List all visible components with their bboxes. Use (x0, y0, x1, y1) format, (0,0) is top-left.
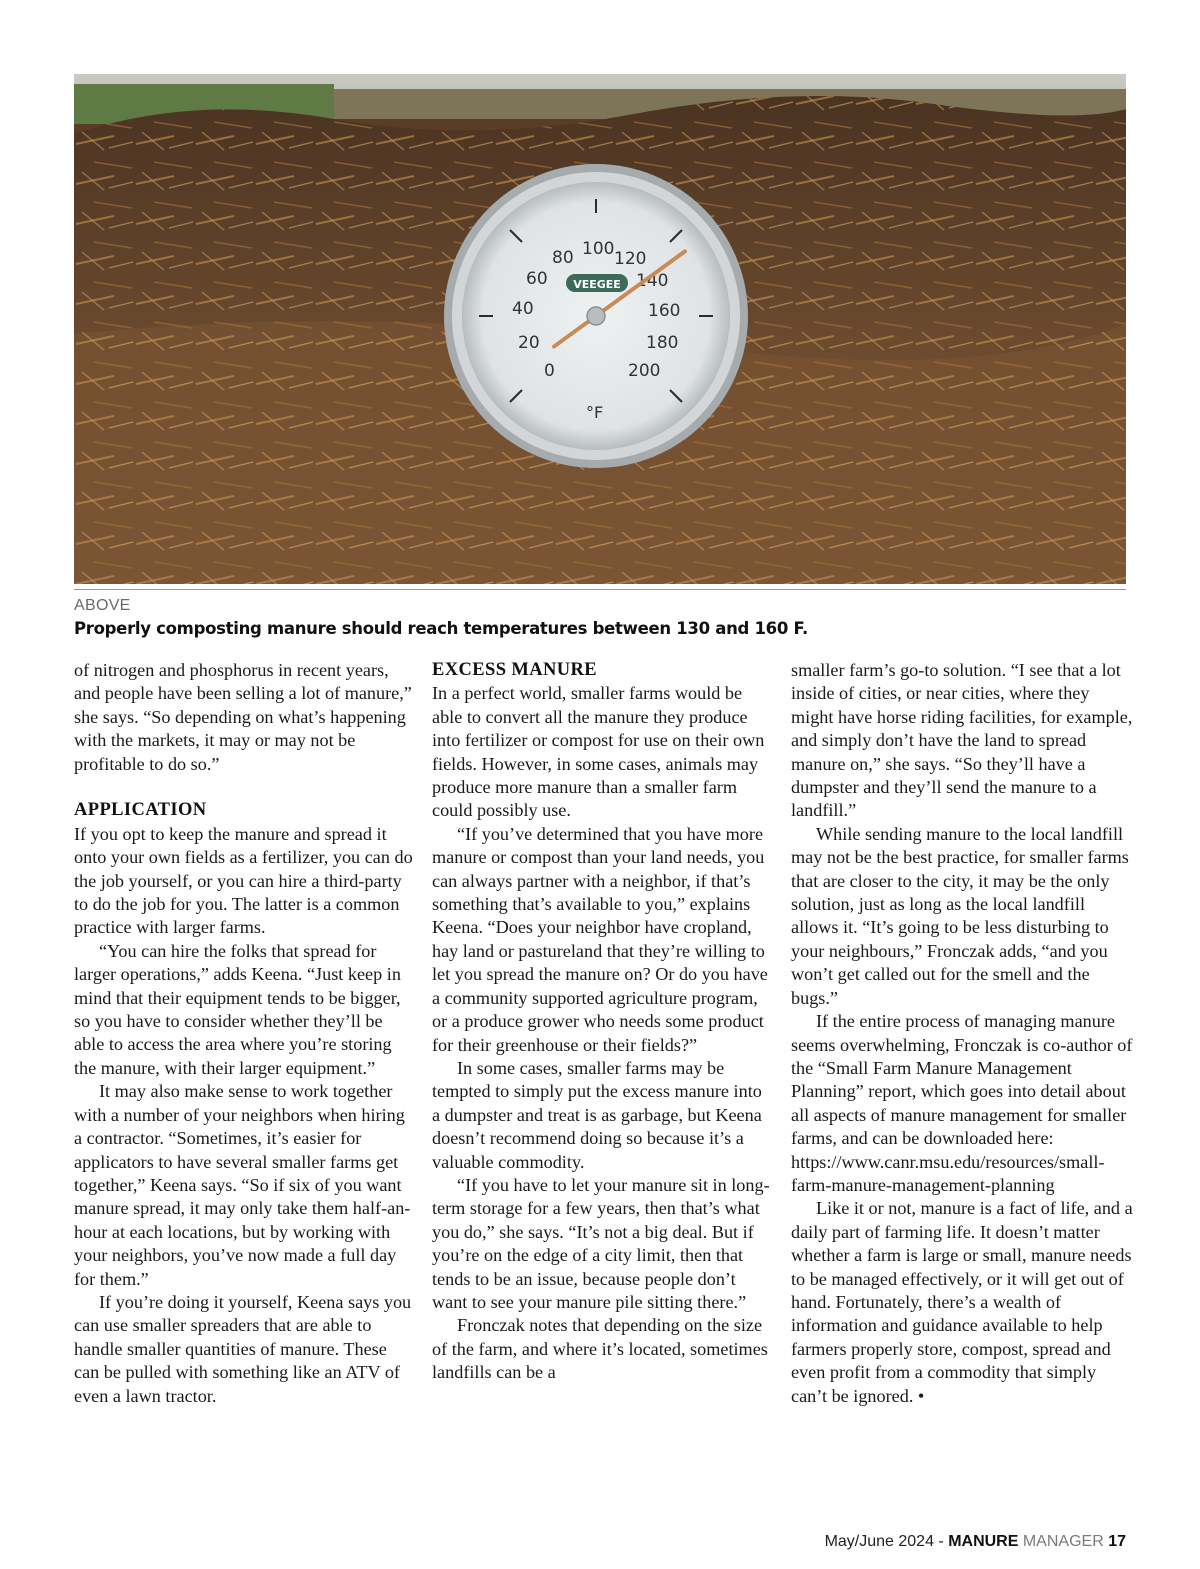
paragraph: smaller farm’s go-to solution. “I see that a lot inside of cities, or near cities, where they might have horse riding facilities, for example, and simply don’t have the land to spread manure on,” she says. “So they’ll have a dumpster and they’ll send the manure to a landfill.” (791, 660, 1133, 821)
caption-text: Properly composting manure should reach temperatures between 130 and 160 F. (74, 619, 808, 638)
svg-text:180: 180 (646, 333, 679, 353)
paragraph: If the entire process of managing manure seems overwhelming, Fronczak is co-author of the “Small Farm Manure Management Planning” report, which goes into detail about all aspects of manure management for smaller farms, and can be downloaded here: https://www.canr.msu.edu/resources/small-farm-manure-management-planning (791, 1011, 1133, 1195)
svg-text:VEEGEE: VEEGEE (573, 278, 621, 291)
paragraph: It may also make sense to work together with a number of your neighbors when hiring a contractor. “Sometimes, it’s easier for applicators to have several smaller farms get together,” Keena says. “So if six of you want manure spread, it may only take them half-an-hour at each locations, but by working with your neighbors, you’ve now made a full day for them.” (74, 1081, 411, 1289)
svg-text:0: 0 (544, 361, 555, 381)
paragraph: Fronczak notes that depending on the size of the farm, and where it’s located, sometimes landfills can be a (432, 1315, 768, 1383)
svg-text:120: 120 (614, 249, 647, 269)
caption-label: ABOVE (74, 597, 131, 614)
thermometer-dial-icon (444, 164, 748, 468)
svg-text:20: 20 (518, 333, 540, 353)
paragraph: “If you’ve determined that you have more manure or compost than your land needs, you can always partner with a neighbor, if that’s something that’s available to you,” explains Keena. “Does your neighbor have cropland, hay land or pastureland that they’re willing to let you spread the manure on? Or do you have a community supported agriculture program, or a produce grower who needs some product for their greenhouse or their fields?” (432, 823, 768, 1055)
page-number: 17 (1108, 1533, 1126, 1550)
article-column-3 (791, 659, 1133, 1408)
svg-text:100: 100 (582, 239, 615, 259)
svg-text:°F: °F (586, 403, 604, 422)
issue-date: May/June 2024 - (824, 1533, 949, 1550)
svg-text:200: 200 (628, 361, 661, 381)
paragraph: “If you have to let your manure sit in long-term storage for a few years, then that’s what you do,” she says. “It’s not a big deal. But if you’re on the edge of a city limit, then that tends to be an issue, because people don’t want to see your manure pile sitting there.” (432, 1174, 770, 1312)
magazine-name-light: MANAGER (1018, 1533, 1109, 1550)
svg-text:80: 80 (552, 248, 574, 268)
paragraph: In some cases, smaller farms may be tempted to simply put the excess manure into a dumpster and treat is as garbage, but Keena doesn’t recommend doing so because it’s a valuable commodity. (432, 1057, 762, 1172)
paragraph: If you’re doing it yourself, Keena says you can use smaller spreaders that are able to handle smaller quantities of manure. These can be pulled with something like an ATV of even a lawn tractor. (74, 1291, 412, 1406)
compost-thermometer-photo (74, 74, 1126, 584)
section-heading-excess-manure: EXCESS MANURE (432, 660, 598, 680)
section-heading-application: APPLICATION (74, 800, 207, 821)
caption-rule (74, 589, 1126, 590)
article-column-2 (432, 659, 774, 1385)
paragraph: While sending manure to the local landfill may not be the best practice, for smaller farms that are closer to the city, it may be the only solution, just as long as the local landfill allows it. “It’s going to be less disturbing to your neighbours,” Fronczak adds, “and you won’t get called out for the smell and the bugs.” (791, 823, 1129, 1008)
svg-text:40: 40 (512, 299, 534, 319)
photo-illustration (74, 74, 1126, 584)
article-column-1 (74, 659, 416, 1408)
svg-text:60: 60 (526, 269, 548, 289)
paragraph: If you opt to keep the manure and spread it onto your own fields as a fertilizer, you can do the job yourself, or you can hire a third-party to do the job for you. The latter is a common practice with larger farms. (74, 823, 413, 938)
svg-text:140: 140 (636, 271, 669, 291)
page-footer (825, 1533, 1126, 1551)
paragraph: In a perfect world, smaller farms would be able to convert all the manure they produce into fertilizer or compost for use on their own fields. However, in some cases, animals may produce more manure than a smaller farm could possibly use. (432, 683, 765, 821)
magazine-name-bold: MANURE (948, 1533, 1019, 1550)
paragraph: of nitrogen and phosphorus in recent years, and people have been selling a lot of manure,” she says. “So depending on what’s happening with the markets, it may or may not be profitable to do so.” (74, 660, 412, 774)
paragraph: Like it or not, manure is a fact of life, and a daily part of farming life. It doesn’t matter whether a farm is large or small, manure needs to be managed effectively, or it will get out of hand. Fortunately, there’s a wealth of information and guidance available to help farmers properly store, compost, spread and even profit from a commodity that simply can’t be ignored. • (791, 1198, 1133, 1406)
svg-text:160: 160 (648, 301, 681, 321)
paragraph: “You can hire the folks that spread for larger operations,” adds Keena. “Just keep in mind that their equipment tends to be bigger, so you have to consider whether they’ll be able to access the area where you’re storing the manure, with their larger equipment.” (74, 940, 401, 1078)
